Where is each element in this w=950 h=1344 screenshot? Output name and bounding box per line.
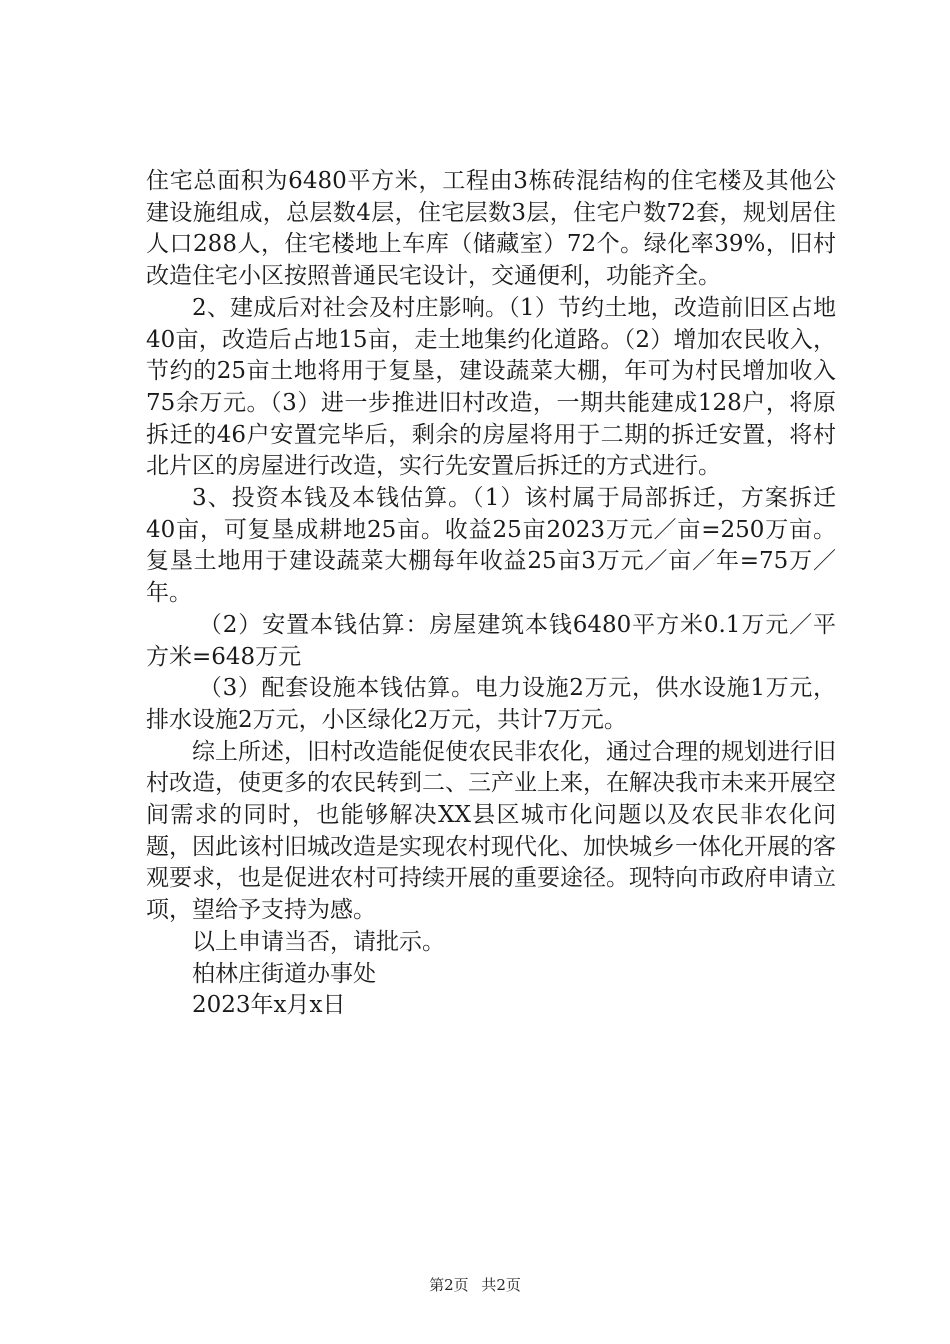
signature-office: 柏林庄街道办事处 bbox=[192, 960, 376, 987]
paragraph-facilities-cost: （3）配套设施本钱估算。电力设施2万元，供水设施1万元，排水设施2万元，小区绿化2万元，共计7万元。 bbox=[146, 675, 836, 733]
page-footer bbox=[0, 1275, 950, 1295]
paragraph-housing-area: 住宅总面积为6480平方米，工程由3栋砖混结构的住宅楼及其他公建设施组成，总层数4层，住宅层数3层，住宅户数72套，规划居住人口288人，住宅楼地上车库（储藏室）72个。绿化率39%，旧村改造住宅小区按照普通民宅设计，交通便利，功能齐全。 bbox=[146, 168, 836, 290]
paragraph-social-impact: 2、建成后对社会及村庄影响。（1）节约土地，改造前旧区占地40亩，改造后占地15亩，走土地集约化道路。（2）增加农民收入，节约的25亩土地将用于复垦，建设蔬菜大棚，年可为村民增加收入75余万元。（3）进一步推进旧村改造，一期共能建成128户，将原拆迁的46户安置完毕后，剩余的房屋将用于二期的拆迁安置，将村北片区的房屋进行改造，实行先安置后拆迁的方式进行。 bbox=[146, 294, 836, 480]
page-number: 第2页 bbox=[429, 1276, 469, 1294]
paragraph-resettlement-cost: （2）安置本钱估算：房屋建筑本钱6480平方米0.1万元／平方米=648万元 bbox=[146, 611, 836, 670]
paragraph-request: 以上申请当否，请批示。 bbox=[192, 928, 445, 955]
paragraph-conclusion: 综上所述，旧村改造能促使农民非农化，通过合理的规划进行旧村改造，使更多的农民转到二、三产业上来，在解决我市未来开展空间需求的同时，也能够解决XX县区城市化问题以及农民非农化问题，因此该村旧城改造是实现农村现代化、加快城乡一体化开展的客观要求，也是促进农村可持续开展的重要途径。现特向市政府申请立项，望给予支持为感。 bbox=[146, 738, 836, 924]
paragraph-investment-cost: 3、投资本钱及本钱估算。（1）该村属于局部拆迁，方案拆迁40亩，可复垦成耕地25亩。收益25亩2023万元／亩=250万亩。复垦土地用于建设蔬菜大棚每年收益25亩3万元／亩／年=75万／年。 bbox=[146, 485, 836, 607]
signature-date: 2023年x月x日 bbox=[192, 992, 346, 1019]
page-total: 共2页 bbox=[481, 1276, 521, 1294]
document-body bbox=[146, 166, 836, 1022]
